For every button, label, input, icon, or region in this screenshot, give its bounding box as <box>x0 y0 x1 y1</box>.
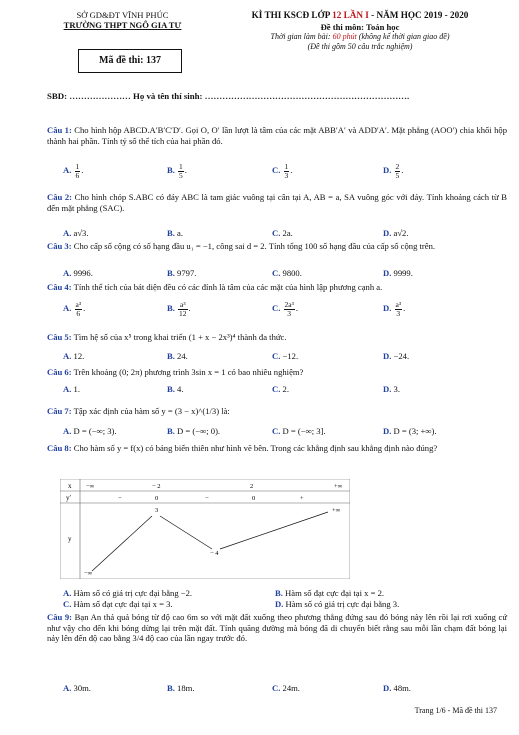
option-a[interactable] <box>63 426 117 437</box>
fraction <box>178 301 188 317</box>
option-text: D = (−∞; 0). <box>177 426 221 436</box>
bbt-x-0: −∞ <box>86 483 95 490</box>
option-text: 2. <box>282 384 289 394</box>
bbt-x-1: − 2 <box>152 483 161 490</box>
option-b[interactable] <box>167 351 188 362</box>
option-c[interactable]: C. $\frac{\text{2a³}}{3}$ . <box>272 300 298 318</box>
option-letter: A. <box>63 164 72 175</box>
option-letter: B. <box>167 426 175 436</box>
fraction <box>75 163 81 179</box>
question-2 <box>47 192 507 213</box>
option-text: a√2. <box>393 228 409 238</box>
option-letter: D. <box>383 268 392 278</box>
question-6 <box>47 367 507 378</box>
option-letter: C. <box>272 384 281 394</box>
bbt-x-3: +∞ <box>334 483 343 490</box>
option-text: 2a. <box>282 228 293 238</box>
option-b[interactable]: B. $\frac{\text{a³}}{12}$ . <box>167 300 191 318</box>
candidate-info-line: SBD: ………………… Họ và tên thí sinh: ……………………………………………………………. <box>47 91 410 101</box>
option-letter: C. <box>272 228 281 238</box>
option-text: 18m. <box>177 683 195 693</box>
option-letter: B. <box>167 164 175 175</box>
fraction <box>395 163 401 179</box>
option-a[interactable] <box>63 683 91 694</box>
denominator: 12 <box>179 308 187 318</box>
numerator: 2 <box>395 162 400 171</box>
option-letter: C. <box>272 302 281 313</box>
option-letter: B. <box>167 268 175 278</box>
option-d[interactable]: D. $\frac{2}{5}$ . <box>383 162 404 180</box>
question-text: Trên khoảng (0; 2π) phương trình 3sin x = 1 có bao nhiêu nghiệm? <box>73 367 304 377</box>
option-text: 9797. <box>177 268 197 278</box>
option-text: Hàm số đạt cực đại tại x = 2. <box>285 588 385 598</box>
question-text: Bạn An thả quả bóng từ độ cao 6m so với mặt đất xuống theo phương thẳng đứng sau đó bóng này lên rồi lại rơi xuống cứ như vậy cho đến khi bóng dừng lại trên mặt đất. Tính quãng đường mà bóng đã di chuyển biết rằng sau mỗi lần chạm đất bóng lại nảy lên đến độ cao bằng 3/4 độ cao của lần ngay trước đó. <box>47 612 507 644</box>
option-letter: B. <box>167 351 175 361</box>
option-c[interactable] <box>272 426 326 437</box>
denominator: 5 <box>395 170 400 180</box>
option-text: 1. <box>73 384 80 394</box>
option-letter: A. <box>63 426 72 436</box>
option-text: Hàm số có giá trị cực đại bằng −2. <box>73 588 193 598</box>
denominator: 3 <box>396 308 401 318</box>
bbt-y-label: y <box>68 535 72 543</box>
denominator: 6 <box>76 308 81 318</box>
option-b[interactable]: B. $\frac{1}{5}$ . <box>167 162 187 180</box>
option-text: 9999. <box>393 268 413 278</box>
option-c[interactable] <box>272 683 300 694</box>
option-text: 3. <box>393 384 400 394</box>
option-text: −24. <box>393 351 410 361</box>
fraction <box>75 301 83 317</box>
option-text: D = (−∞; 3). <box>73 426 117 436</box>
option-letter: A. <box>63 588 72 598</box>
option-text: Hàm số đạt cực đại tại x = 3. <box>73 599 173 609</box>
numerator: 1 <box>284 162 289 171</box>
school-name: TRƯỜNG THPT NGÔ GIA TỰ <box>63 20 182 31</box>
option-b[interactable] <box>167 426 220 437</box>
dept-name: SỞ GD&ĐT VĨNH PHÚC <box>76 10 169 20</box>
question-1 <box>47 125 507 146</box>
time-line: Thời gian làm bài: 60 phút (không kể thời gian giao đề) <box>270 32 450 42</box>
option-letter: D. <box>383 384 392 394</box>
bbt-yp-0: − <box>118 495 122 502</box>
option-b[interactable] <box>167 228 183 239</box>
question-7 <box>47 406 507 417</box>
answer-options <box>47 301 507 319</box>
question-text: Tập xác định của hàm số y = (3 − x)^(1/3) là: <box>73 406 230 416</box>
fraction <box>395 301 403 317</box>
option-d[interactable] <box>383 683 411 694</box>
option-letter: A. <box>63 302 72 313</box>
bbt-arrow-up-2 <box>220 512 328 549</box>
option-letter: D. <box>383 351 392 361</box>
exam-title: KÌ THI KSCĐ LỚP 12 LẦN I - NĂM HỌC 2019 - 2020 <box>251 10 469 20</box>
option-a[interactable] <box>63 588 192 599</box>
option-letter: C. <box>272 164 281 175</box>
question-label: Câu 9: <box>47 612 73 622</box>
option-b[interactable] <box>167 268 196 279</box>
exam-code-box: Mã đề thi: 137 <box>78 49 182 73</box>
option-letter: A. <box>63 384 72 394</box>
question-text: Cho hàm số y = f(x) có bảng biến thiên như hình vẽ bên. Trong các khẳng định sau khẳng định nào đúng? <box>73 443 438 453</box>
bbt-y-2: − 4 <box>210 550 219 557</box>
question-label: Câu 2: <box>47 192 73 202</box>
option-letter: B. <box>167 683 175 693</box>
question-label: Câu 4: <box>47 282 72 292</box>
option-letter: C. <box>272 351 281 361</box>
option-d[interactable] <box>275 599 399 610</box>
option-letter: A. <box>63 351 72 361</box>
option-letter: D. <box>383 683 392 693</box>
option-c[interactable]: C. $\frac{1}{3}$ . <box>272 162 293 180</box>
option-c[interactable] <box>63 599 173 610</box>
option-letter: D. <box>383 302 392 313</box>
option-text: 4. <box>177 384 184 394</box>
option-a[interactable] <box>63 384 80 395</box>
question-text: Tìm hệ số của x⁵ trong khai triển (1 + x − 2x³)⁴ thành đa thức. <box>73 332 287 342</box>
answer-options <box>47 384 507 402</box>
option-text: −12. <box>282 351 299 361</box>
option-d[interactable] <box>383 426 437 437</box>
option-a[interactable] <box>63 268 93 279</box>
question-8 <box>47 443 507 454</box>
bbt-y-3: −∞ <box>84 570 93 577</box>
question-label: Câu 3: <box>47 241 72 251</box>
option-letter: B. <box>167 384 175 394</box>
bbt-yp-1: 0 <box>155 495 159 502</box>
question-count: (Đề thi gồm 50 câu trắc nghiệm) <box>307 42 413 52</box>
option-letter: D. <box>383 164 392 175</box>
numerator: a³ <box>180 300 186 309</box>
option-d[interactable] <box>383 351 409 362</box>
subject-line: Đề thi môn: Toán học <box>320 21 400 32</box>
question-label: Câu 8: <box>47 443 72 453</box>
question-label: Câu 6: <box>47 367 72 377</box>
answer-options <box>47 683 507 701</box>
question-label: Câu 1: <box>47 125 72 135</box>
question-4 <box>47 282 507 293</box>
option-text: 24m. <box>282 683 300 693</box>
bbt-arrow-down <box>160 516 212 549</box>
fraction <box>284 163 290 179</box>
header-left <box>40 10 205 31</box>
option-letter: B. <box>167 302 175 313</box>
option-d[interactable] <box>383 384 400 395</box>
option-text: 24. <box>177 351 188 361</box>
option-text: 12. <box>73 351 85 361</box>
answer-options <box>47 163 507 181</box>
bbt-yp-4: + <box>300 495 304 502</box>
option-b[interactable] <box>167 683 194 694</box>
option-text: a√3. <box>73 228 89 238</box>
option-letter: C. <box>272 426 281 436</box>
variation-table <box>60 479 350 579</box>
bbt-y-1: +∞ <box>332 507 341 514</box>
page-footer: Trang 1/6 - Mã đề thi 137 <box>414 706 497 715</box>
answer-options <box>47 588 507 609</box>
option-c[interactable] <box>272 228 293 239</box>
denominator: 3 <box>284 170 289 180</box>
option-letter: A. <box>63 268 72 278</box>
option-text: Hàm số có giá trị cực đại bằng 3. <box>285 599 400 609</box>
option-letter: B. <box>167 228 175 238</box>
option-letter: D. <box>275 599 284 609</box>
bbt-arrow-up-1 <box>92 516 152 571</box>
option-c[interactable] <box>272 351 298 362</box>
option-text: D = (−∞; 3]. <box>282 426 326 436</box>
option-a[interactable] <box>63 351 84 362</box>
question-text: Cho hình hộp ABCD.A′B′C′D′. Gọi O, O′ lần lượt là tâm của các mặt ABB′A′ và ADD′A′. Mặt phẳng (AOO′) chia khối hộp thành hai phần. Tính tỷ số thể tích của hai phần đó. <box>47 125 507 146</box>
option-text: a. <box>177 228 184 238</box>
option-letter: D. <box>383 228 392 238</box>
bbt-x-2: 2 <box>250 483 254 490</box>
option-c[interactable] <box>272 384 289 395</box>
option-text: D = (3; +∞). <box>393 426 437 436</box>
denominator: 5 <box>179 170 183 180</box>
option-b[interactable] <box>167 384 184 395</box>
option-c[interactable] <box>272 268 302 279</box>
option-text: 9996. <box>73 268 93 278</box>
option-letter: C. <box>63 599 72 609</box>
option-text: 30m. <box>73 683 91 693</box>
question-3 <box>47 241 507 252</box>
option-letter: D. <box>383 426 392 436</box>
option-letter: B. <box>275 588 283 598</box>
option-d[interactable]: D. $\frac{\text{a³}}{3}$ . <box>383 300 406 318</box>
bbt-y-0: 3 <box>155 507 159 514</box>
option-a[interactable] <box>63 228 89 239</box>
option-a[interactable]: A. $\frac{1}{6}$ . <box>63 162 84 180</box>
fraction <box>178 163 184 179</box>
numerator: 1 <box>75 162 80 171</box>
denominator: 6 <box>75 170 80 180</box>
fraction <box>284 301 295 317</box>
bbt-yprime-label: y′ <box>66 494 72 502</box>
question-5 <box>47 332 507 343</box>
question-text: Cho cấp số cộng có số hạng đầu u₁ = −1, công sai d = 2. Tính tổng 100 số hạng đầu của cấp số cộng trên. <box>73 241 436 251</box>
option-text: 48m. <box>393 683 411 693</box>
option-a[interactable]: A. $\frac{\text{a³}}{6}$ . <box>63 300 86 318</box>
bbt-yp-2: − <box>205 495 209 502</box>
bbt-x-label: x <box>68 482 72 490</box>
question-label: Câu 7: <box>47 406 72 416</box>
numerator: 1 <box>179 162 183 171</box>
numerator: a³ <box>395 300 402 309</box>
option-text: 9800. <box>282 268 302 278</box>
denominator: 3 <box>287 308 292 318</box>
option-letter: A. <box>63 683 72 693</box>
question-label: Câu 5: <box>47 332 72 342</box>
option-letter: C. <box>272 683 281 693</box>
answer-options <box>47 426 507 444</box>
numerator: 2a³ <box>284 300 294 309</box>
header-right <box>225 10 495 52</box>
question-text: Tính thể tích của bát diện đều có các đỉnh là tâm của các mặt của hình lập phương cạnh a. <box>73 282 383 292</box>
option-b[interactable] <box>275 588 384 599</box>
option-d[interactable] <box>383 228 409 239</box>
question-text: Cho hình chóp S.ABC có đáy ABC là tam giác vuông tại cân tại A, AB = a, SA vuông góc với đáy. Tính khoảng cách từ B đến mặt phẳng (SAC). <box>47 192 508 213</box>
question-9 <box>47 612 507 644</box>
option-letter: C. <box>272 268 281 278</box>
option-letter: A. <box>63 228 72 238</box>
option-d[interactable] <box>383 268 413 279</box>
numerator: a³ <box>75 300 82 309</box>
bbt-yp-3: 0 <box>252 495 256 502</box>
